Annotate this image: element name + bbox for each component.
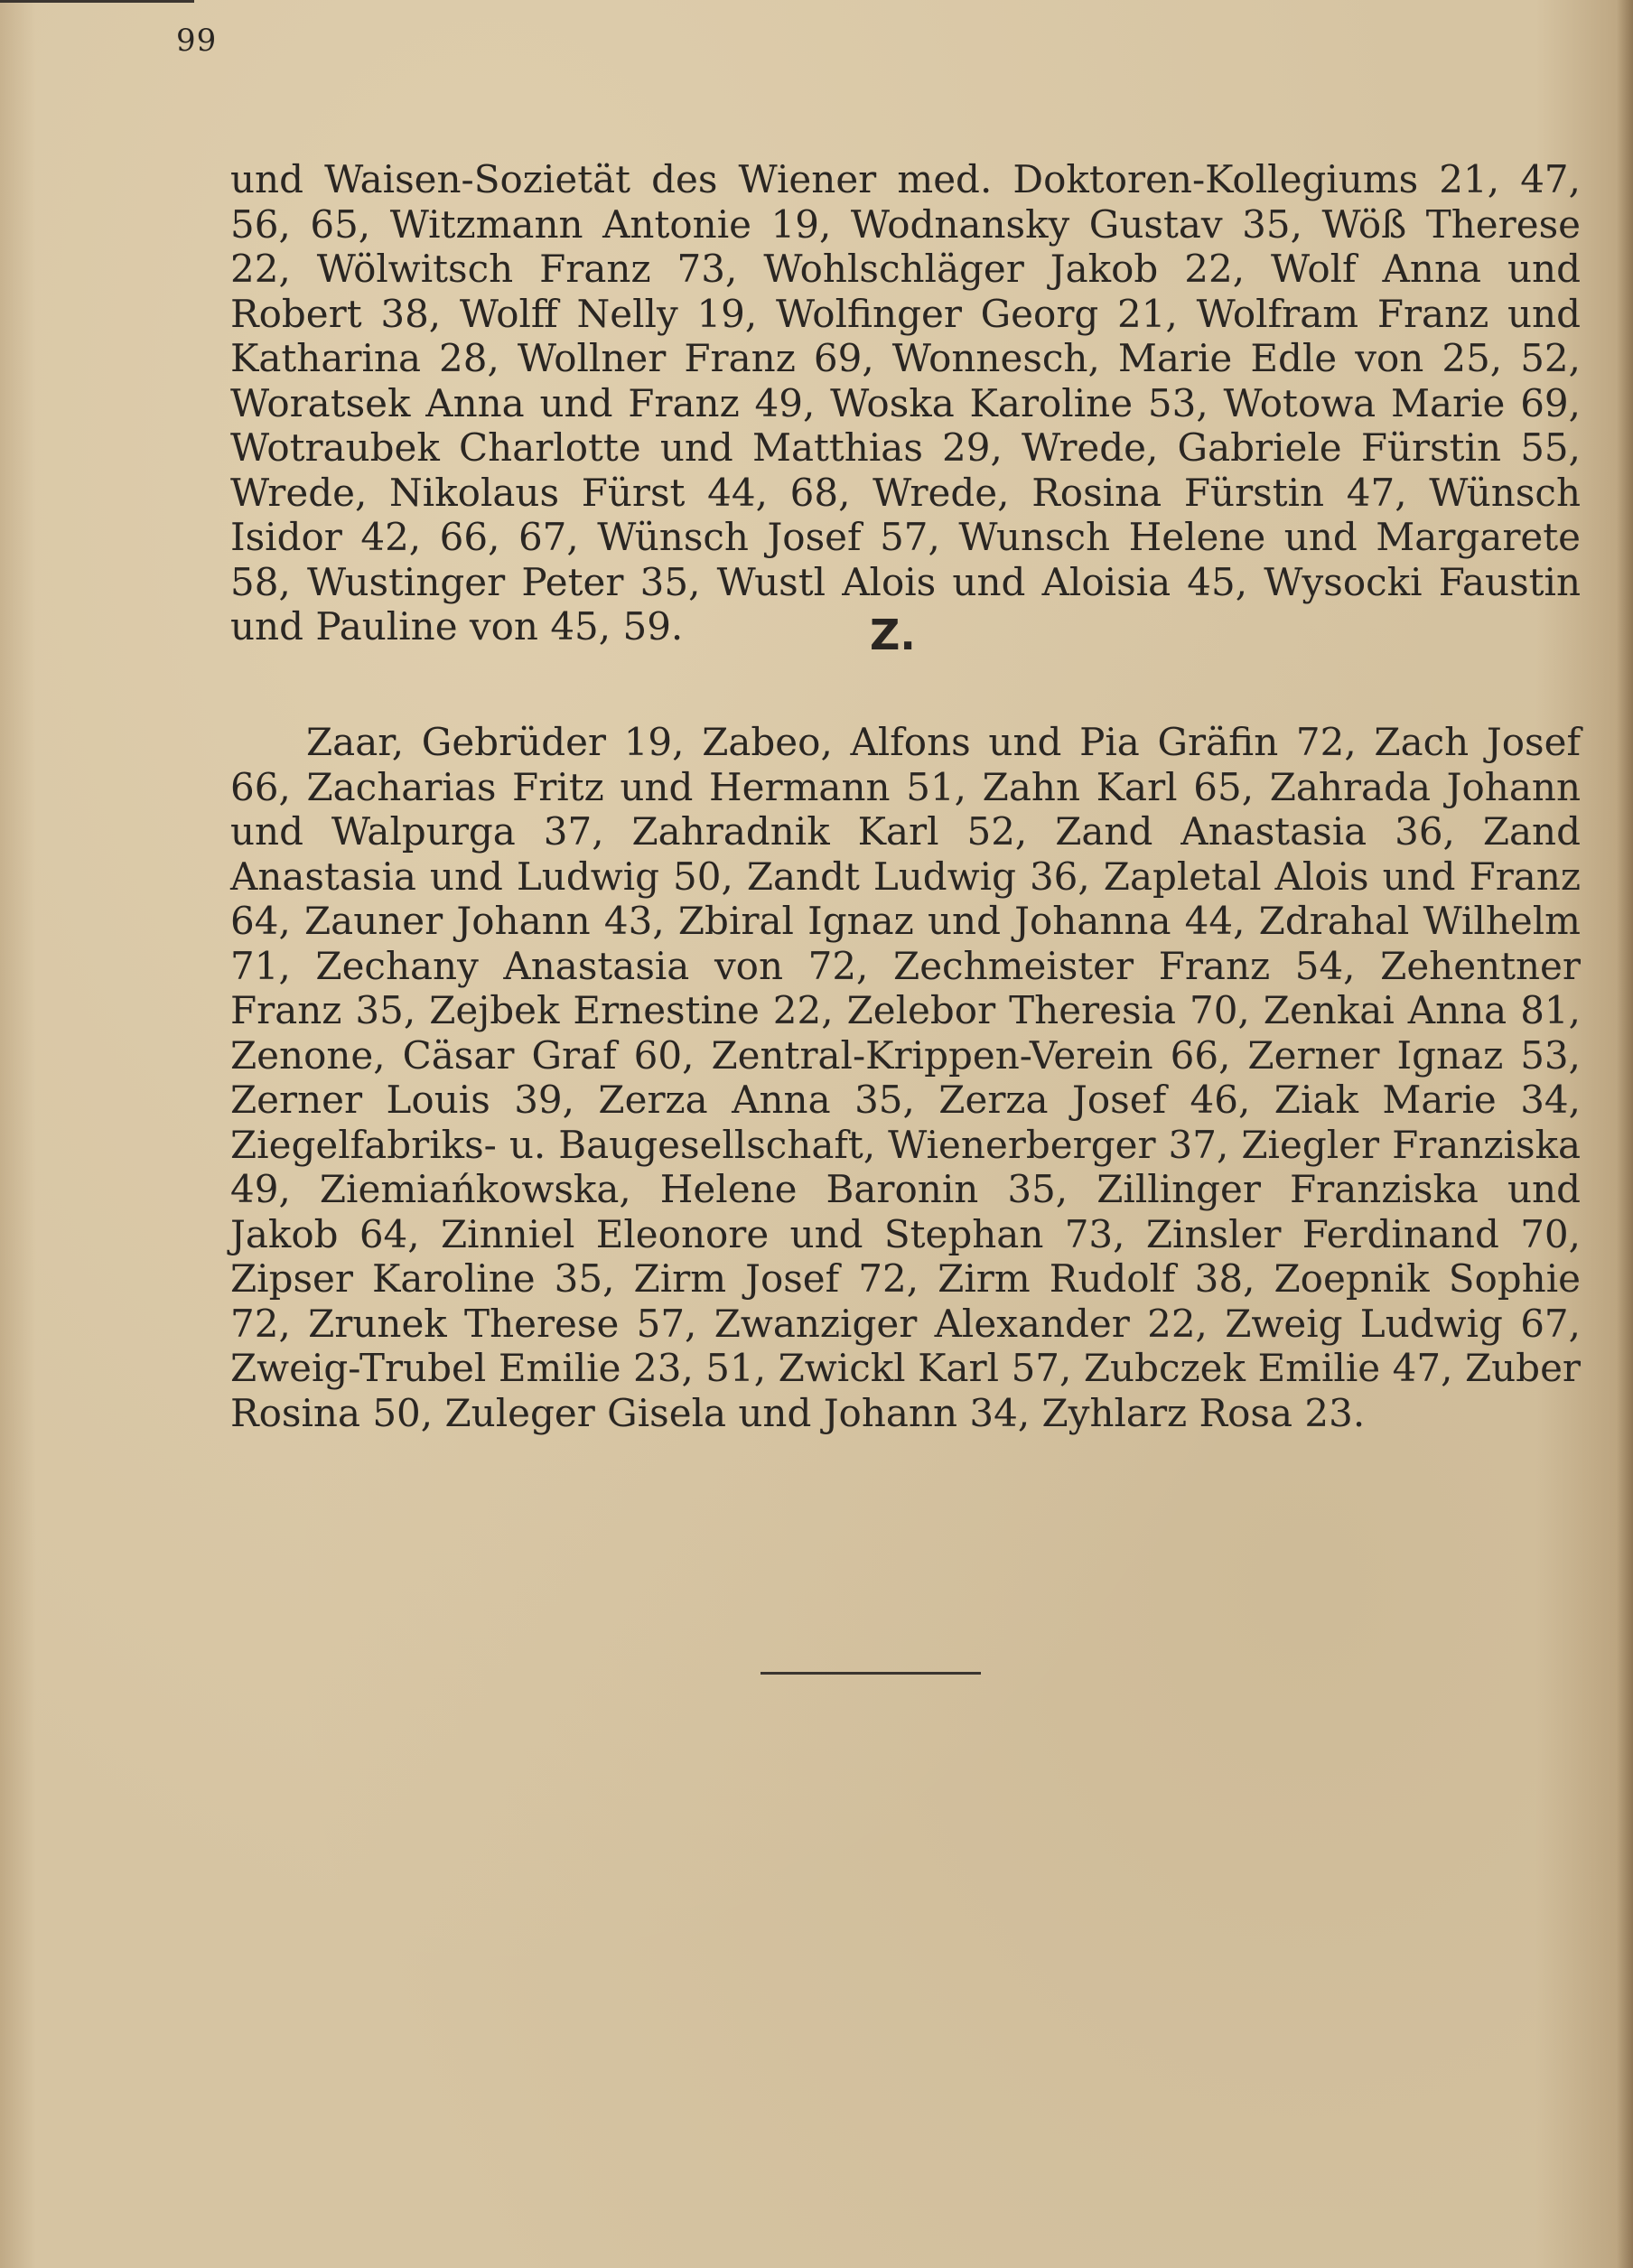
page-number: 99 [176,23,218,59]
section-heading-z: Z. [870,611,916,659]
index-entries-z: Zaar, Gebrüder 19, Zabeo, Alfons und Pia Gräfin 72, Zach Josef 66, Zacharias Fritz und Hermann 51, Zahn Karl 65, Zahrada Johann und Walpurga 37, Zahradnik Karl 52, Zand Anastasia 36, Zand Anastasia und Ludwig 50, Zandt Ludwig 36, Zapletal Alois und Franz 64, Zauner Johann 43, Zbiral Ignaz und Johanna 44, Zdrahal Wilhelm 71, Zechany Anastasia von 72, Zechmeister Franz 54, Zehentner Franz 35, Zejbek Ernestine 22, Zelebor Theresia 70, Zenkai Anna 81, Zenone, Cäsar Graf 60, Zentral-Krippen-Verein 66, Zerner Ignaz 53, Zerner Louis 39, Zerza Anna 35, Zerza Josef 46, Ziak Marie 34, Ziegelfabriks- u. Baugesellschaft, Wienerberger 37, Ziegler Franziska 49, Ziemiańkowska, Helene Baronin 35, Zillinger Franziska und Jakob 64, Zinniel Eleonore und Stephan 73, Zinsler Ferdinand 70, Zipser Karoline 35, Zirm Josef 72, Zirm Rudolf 38, Zoepnik Sophie 72, Zrunek Therese 57, Zwanziger Alexander 22, Zweig Ludwig 67, Zweig-Trubel Emilie 23, 51, Zwickl Karl 57, Zubczek Emilie 47, Zuber Rosina 50, Zuleger Gisela und Johann 34, Zyhlarz Rosa 23. [230,720,1581,1435]
page-right-edge-shadow [1617,0,1633,2268]
page-top-edge [0,0,194,3]
index-entries-w-continued: und Waisen-Sozietät des Wiener med. Doktoren-Kollegiums 21, 47, 56, 65, Witzmann Antonie 19, Wodnansky Gustav 35, Wöß Therese 22, Wölwitsch Franz 73, Wohlschläger Jakob 22, Wolf Anna und Robert 38, Wolff Nelly 19, Wolfinger Georg 21, Wolfram Franz und Katharina 28, Wollner Franz 69, Wonnesch, Marie Edle von 25, 52, Woratsek Anna und Franz 49, Woska Karoline 53, Wotowa Marie 69, Wotraubek Charlotte und Matthias 29, Wrede, Gabriele Fürstin 55, Wrede, Nikolaus Fürst 44, 68, Wrede, Rosina Fürstin 47, Wünsch Isidor 42, 66, 67, Wünsch Josef 57, Wunsch Helene und Margarete 58, Wustinger Peter 35, Wustl Alois und Aloisia 45, Wysocki Faustin und Pauline von 45, 59. [230,157,1581,649]
closing-divider-rule [761,1672,981,1675]
